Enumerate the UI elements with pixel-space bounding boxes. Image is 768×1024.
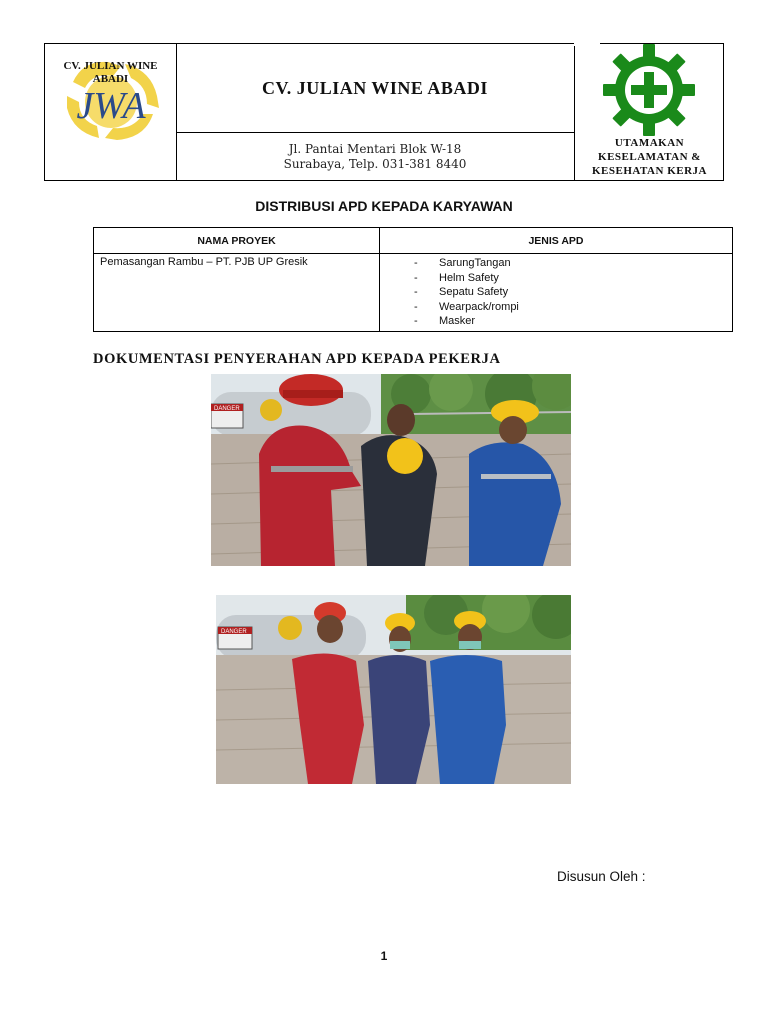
company-name: CV. JULIAN WINE ABADI xyxy=(262,77,488,98)
list-item: - Sepatu Safety xyxy=(414,285,726,300)
address-line-2: Surabaya, Telp. 031-381 8440 xyxy=(283,156,467,171)
apd-distribution-table xyxy=(93,227,733,332)
apd-list-cell xyxy=(380,254,733,332)
k3-logo-cell xyxy=(575,44,724,180)
documentation-heading: DOKUMENTASI PENYERAHAN APD KEPADA PEKERJA xyxy=(93,351,501,367)
k3-slogan: UTAMAKAN KESELAMATAN & KESEHATAN KERJA xyxy=(592,137,707,177)
apd-list xyxy=(386,256,726,329)
table-header-row xyxy=(94,228,733,254)
svg-text:DANGER: DANGER xyxy=(221,629,247,635)
handover-photo xyxy=(211,374,571,566)
list-item: - Helm Safety xyxy=(414,271,726,286)
project-name-cell: Pemasangan Rambu – PT. PJB UP Gresik xyxy=(94,254,380,332)
workers-photo xyxy=(216,595,571,784)
svg-text:JWA: JWA xyxy=(76,85,146,127)
document-title: DISTRIBUSI APD KEPADA KARYAWAN xyxy=(255,198,513,214)
column-header-project: NAMA PROYEK xyxy=(94,228,380,254)
page-number: 1 xyxy=(380,949,388,963)
table-row xyxy=(94,254,733,332)
address-line-1: Jl. Pantai Mentari Blok W-18 xyxy=(288,141,462,156)
company-info-cell xyxy=(176,44,575,180)
safety-gear-cross-icon xyxy=(575,44,724,136)
list-item: - Wearpack/rompi xyxy=(414,300,726,315)
letterhead xyxy=(44,43,724,181)
svg-text:DANGER: DANGER xyxy=(214,406,240,412)
list-item: - Masker xyxy=(414,314,726,329)
logo-company-name: CV. JULIAN WINE ABADI xyxy=(63,60,158,85)
prepared-by-label: Disusun Oleh : xyxy=(557,869,646,884)
company-logo-cell xyxy=(45,44,177,180)
company-address xyxy=(176,133,574,180)
list-item: - SarungTangan xyxy=(414,256,726,271)
column-header-apd-type: JENIS APD xyxy=(380,228,733,254)
